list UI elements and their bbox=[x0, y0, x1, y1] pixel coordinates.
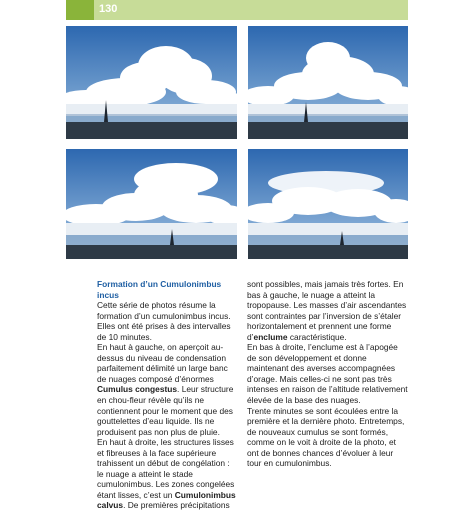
photo-cumulonimbus-incus-mature bbox=[248, 149, 408, 259]
text-column-left bbox=[97, 279, 237, 511]
paragraph bbox=[97, 342, 237, 437]
paragraph bbox=[247, 279, 409, 342]
paragraph-text: En bas à droite, l’enclume est à l’apogée de son développement et donne maintenant des averses accompagnées d’orage. Mais celles-ci ne sont pas très intenses en raison de l’altitude relativement élevée de la base des nuages. bbox=[247, 342, 408, 406]
header-tab bbox=[66, 0, 94, 20]
paragraph-text: Cette série de photos résume la formation d’un cumulonimbus incus. Elles ont été prises à des intervalles de 10 minutes. bbox=[97, 300, 231, 342]
photo-cumulonimbus-incus-forming bbox=[66, 149, 237, 259]
paragraph-text: caractéristique. bbox=[287, 331, 347, 342]
paragraph-text: . De premières précipitations bbox=[123, 500, 230, 511]
term-enclume: enclume bbox=[253, 331, 288, 342]
paragraph-text: Trente minutes se sont écoulées entre la première et la dernière photo. Entretemps, de nouveaux cumulus se sont formés, comme on le voit à droite de la photo, et ont de bonnes chances d’évoluer à leur tour en cumulonimbus. bbox=[247, 405, 405, 469]
paragraph bbox=[247, 406, 409, 469]
paragraph-text: . Leur structure en chou-fleur révèle qu’ils ne contiennent pour le moment que des gouttelettes d’eau liquide. Ils ne produisent pas non plus de pluie. bbox=[97, 384, 234, 437]
paragraph bbox=[97, 300, 237, 342]
photo-cumulus-congestus bbox=[66, 26, 237, 139]
term-cumulus-congestus: Cumulus congestus bbox=[97, 384, 178, 395]
term-cumulonimbus-calvus: Cumulonimbus calvus bbox=[97, 489, 236, 511]
section-title: Formation d’un Cumulonimbus incus bbox=[97, 279, 222, 300]
paragraph bbox=[247, 342, 409, 405]
photo-cumulonimbus-calvus bbox=[248, 26, 408, 139]
paragraph bbox=[97, 437, 237, 511]
page-number: 130 bbox=[99, 3, 118, 15]
paragraph-text: En haut à gauche, on aperçoit au-dessus du niveau de condensation parfaitement délimité un large banc de nuages composé d’énormes bbox=[97, 342, 228, 384]
paragraph-text: sont possibles, mais jamais très fortes. En bas à gauche, le nuage a atteint la tropopause. Les masses d’air ascendantes sont contraintes par l’inversion de s’étaler horizontalement et prennent une forme d’ bbox=[247, 279, 407, 342]
text-column-right bbox=[247, 279, 409, 469]
paragraph-text: En haut à droite, les structures lisses et fibreuses à la face supérieure trahissent un début de congélation : le nuage a atteint le stade cumulonimbus. Les zones congelées étant lisses, c’est un bbox=[97, 437, 235, 500]
